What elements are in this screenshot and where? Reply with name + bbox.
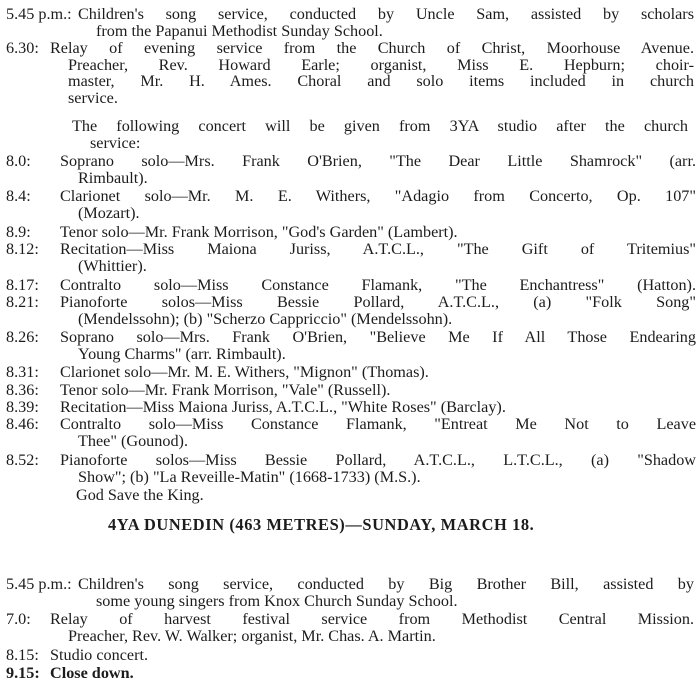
item-line: Contralto solo—Miss Constance Flamank, "The Enchantress" (Hatton). xyxy=(60,276,696,294)
item-text xyxy=(60,399,696,416)
entry-time: 5.45 p.m.: xyxy=(6,575,72,593)
concert-intro xyxy=(72,118,688,151)
entry-line: service. xyxy=(68,88,118,107)
entry-line: master, Mr. H. Ames. Choral and solo items included in church xyxy=(68,72,694,91)
entry-text xyxy=(78,6,694,39)
item-text xyxy=(60,382,696,399)
closing-text: God Save the King. xyxy=(76,486,204,504)
item-time: 8.39: xyxy=(6,398,39,416)
item-text xyxy=(60,224,696,241)
item-line: Rimbault). xyxy=(78,168,148,187)
item-time: 8.21: xyxy=(6,293,39,311)
item-line: Pianoforte solos—Miss Bessie Pollard, A.T.C.L., L.T.C.L., (a) "Shadow xyxy=(60,451,696,469)
entry-line: some young singers from Knox Church Sunday School. xyxy=(96,591,458,610)
entry-line: Close down. xyxy=(50,664,134,682)
item-text xyxy=(60,364,696,381)
item-line: Recitation—Miss Maiona Juriss, A.T.C.L., "White Roses" (Barclay). xyxy=(60,398,506,416)
item-text xyxy=(60,188,696,221)
item-line: (Mozart). xyxy=(78,203,140,222)
item-line: Show"; (b) "La Reveille-Matin" (1668-1733) (M.S.). xyxy=(78,467,421,486)
entry-line: Relay of evening service from the Church of Christ, Moorhouse Avenue. xyxy=(50,39,694,57)
item-line: Clarionet solo—Mr. M. E. Withers, "Adagio from Concerto, Op. 107" xyxy=(60,187,696,205)
entry-line: Studio concert. xyxy=(50,646,149,664)
item-line: Soprano solo—Mrs. Frank O'Brien, "Believe Me If All Those Endearing xyxy=(60,328,696,346)
item-time: 8.0: xyxy=(6,152,31,170)
item-line: (Whittier). xyxy=(78,256,147,275)
entry-time: 9.15: xyxy=(6,664,40,682)
entry-text xyxy=(50,647,694,664)
item-line: Clarionet solo—Mr. M. E. Withers, "Mignon" (Thomas). xyxy=(60,363,429,381)
item-text xyxy=(60,241,696,274)
item-time: 8.4: xyxy=(6,187,31,205)
entry-line: Children's song service, conducted by Uncle Sam, assisted by scholars xyxy=(78,5,694,23)
entry-line: Preacher, Rev. Howard Earle; organist, Miss E. Hepburn; choir- xyxy=(68,55,694,74)
item-text xyxy=(60,277,696,294)
item-line: Contralto solo—Miss Constance Flamank, "Entreat Me Not to Leave xyxy=(60,415,696,433)
item-text xyxy=(60,153,696,186)
closing-line xyxy=(76,487,204,504)
item-line: Young Charms" (arr. Rimbault). xyxy=(78,344,286,363)
item-text xyxy=(60,294,696,327)
entry-text xyxy=(78,576,694,609)
station-heading: 4YA DUNEDIN (463 METRES)—SUNDAY, MARCH 18. xyxy=(108,515,535,534)
item-line: (Mendelssohn); (b) "Scherzo Cappriccio" (Mendelssohn). xyxy=(78,309,453,328)
item-time: 8.31: xyxy=(6,363,39,381)
entry-text xyxy=(50,665,694,682)
item-time: 8.26: xyxy=(6,328,39,346)
item-time: 8.52: xyxy=(6,451,39,469)
entry-time: 6.30: xyxy=(6,39,39,57)
item-time: 8.46: xyxy=(6,415,39,433)
entry-time: 7.0: xyxy=(6,610,31,628)
entry-text xyxy=(50,40,694,106)
item-line: Thee" (Gounod). xyxy=(78,431,188,450)
item-time: 8.9: xyxy=(6,223,31,241)
entry-line: Preacher, Rev. W. Walker; organist, Mr. Chas. A. Martin. xyxy=(68,626,436,645)
item-time: 8.12: xyxy=(6,240,39,258)
item-time: 8.17: xyxy=(6,276,39,294)
item-text xyxy=(60,329,696,362)
item-line: Recitation—Miss Maiona Juriss, A.T.C.L., "The Gift of Tritemius" xyxy=(60,240,696,258)
entry-line: Relay of harvest festival service from Methodist Central Mission. xyxy=(50,610,694,628)
item-time: 8.36: xyxy=(6,381,39,399)
entry-line: Children's song service, conducted by Big Brother Bill, assisted by xyxy=(78,575,694,593)
item-line: Pianoforte solos—Miss Bessie Pollard, A.T.C.L., (a) "Folk Song" xyxy=(60,293,696,311)
intro-line: The following concert will be given from 3YA studio after the church xyxy=(72,117,688,135)
item-line: Soprano solo—Mrs. Frank O'Brien, "The Dear Little Shamrock" (arr. xyxy=(60,152,696,170)
entry-time: 8.15: xyxy=(6,646,39,664)
entry-text xyxy=(50,611,694,644)
item-text xyxy=(60,452,696,485)
item-text xyxy=(60,416,696,449)
item-line: Tenor solo—Mr. Frank Morrison, "God's Garden" (Lambert). xyxy=(60,223,458,241)
intro-line: service: xyxy=(90,133,141,152)
entry-time: 5.45 p.m.: xyxy=(6,5,72,23)
entry-line: from the Papanui Methodist Sunday School. xyxy=(96,21,383,40)
item-line: Tenor solo—Mr. Frank Morrison, "Vale" (Russell). xyxy=(60,381,391,399)
